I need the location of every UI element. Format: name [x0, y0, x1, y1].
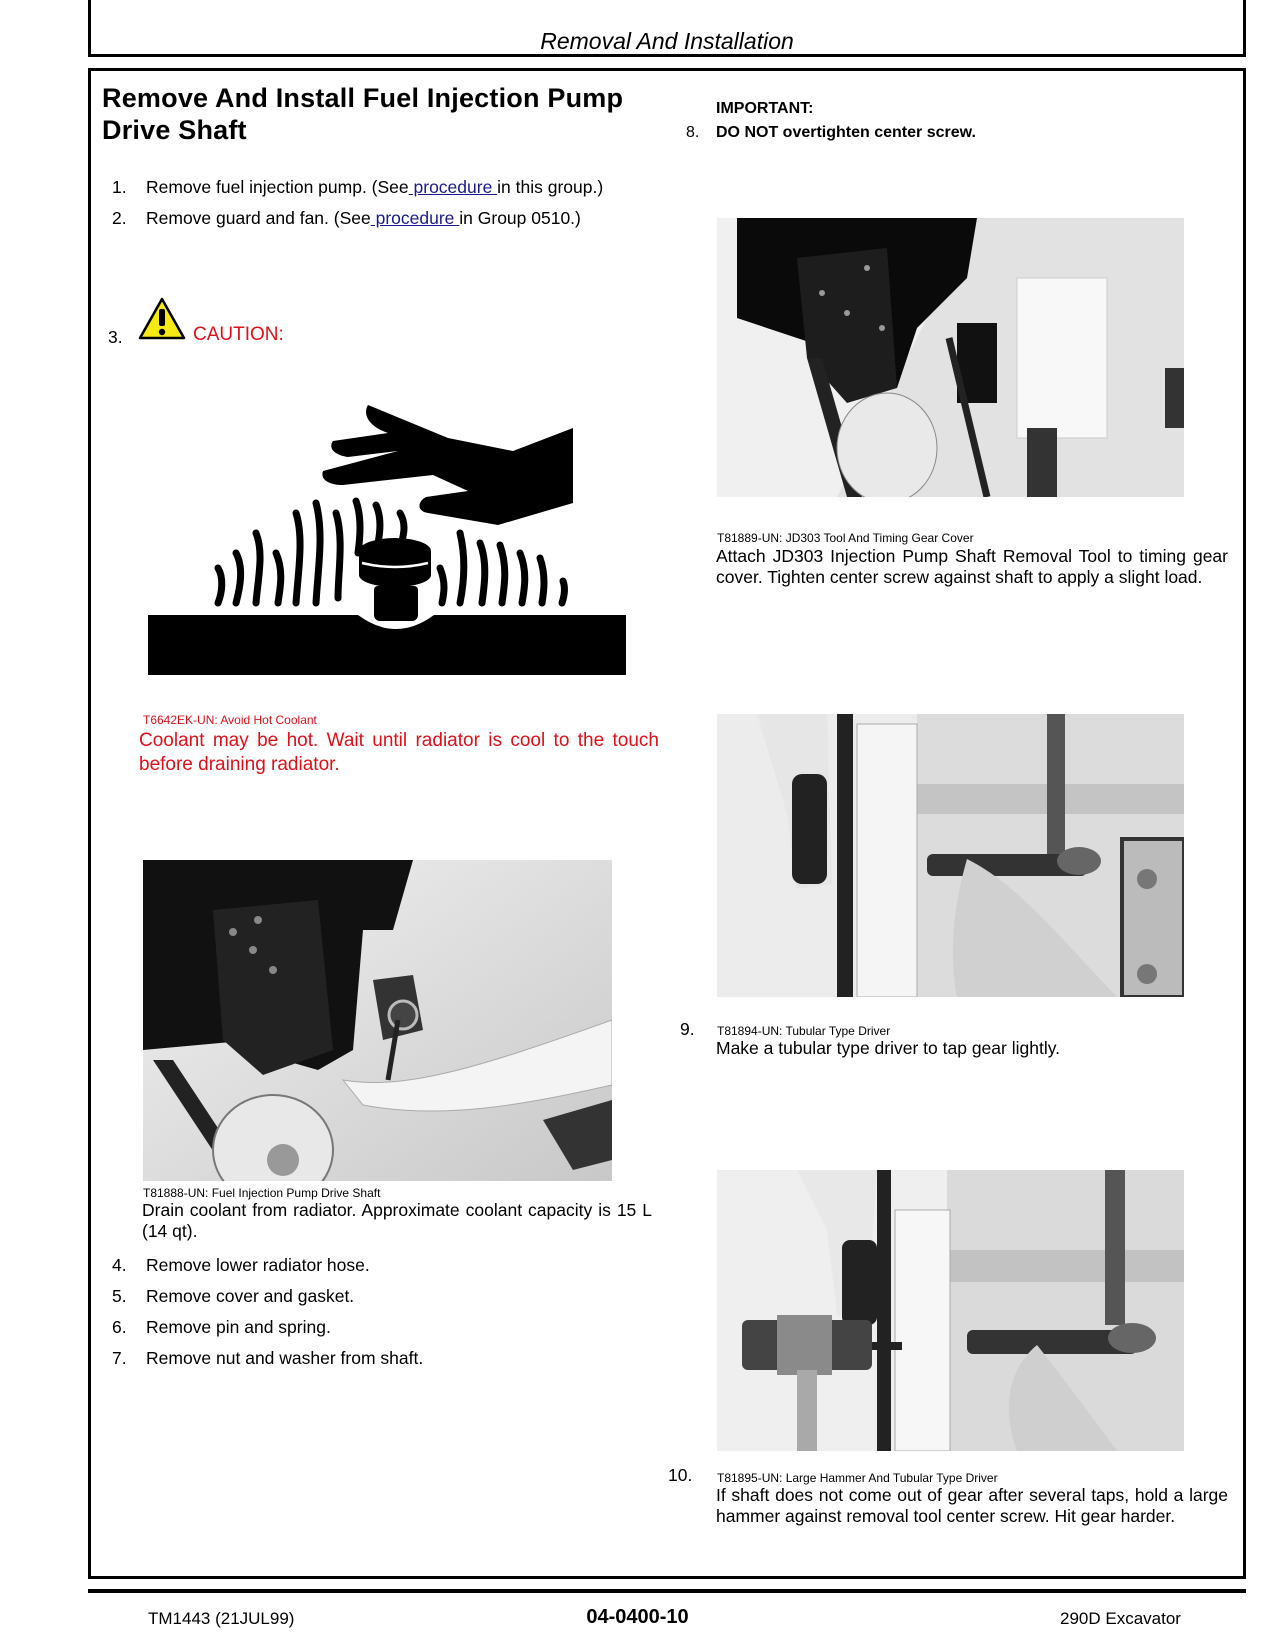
hot-coolant-illustration: [148, 393, 628, 713]
procedure-link[interactable]: procedure: [408, 177, 498, 197]
step-text: Remove pin and spring.: [146, 1317, 331, 1337]
page-number: 04-0400-10: [586, 1606, 689, 1628]
caution-label: CAUTION:: [193, 324, 284, 345]
list-item: [112, 1347, 612, 1369]
list-item: [112, 176, 652, 198]
step-text: Remove cover and gasket.: [146, 1286, 355, 1306]
manual-id: TM1443 (21JUL99): [148, 1609, 295, 1628]
step-text: Remove guard and fan. (See: [146, 208, 371, 228]
page-title: Remove And Install Fuel Injection Pump Drive Shaft: [102, 83, 624, 145]
step-text: Remove nut and washer from shaft.: [146, 1348, 424, 1368]
caution-step-number: 3.: [108, 327, 123, 347]
figure-caption: T81894-UN: Tubular Type Driver: [717, 1024, 891, 1038]
figure-text: Attach JD303 Injection Pump Shaft Removal Tool to timing gear cover. Tighten center screw against shaft to apply a slight load.: [716, 546, 1228, 587]
step-text: overtighten center screw.: [778, 124, 976, 141]
figure-caption: T81895-UN: Large Hammer And Tubular Type Driver: [717, 1471, 998, 1485]
step-text: in this group.): [497, 177, 604, 197]
figure-caption: T81888-UN: Fuel Injection Pump Drive Shaft: [143, 1186, 381, 1200]
machine-model: 290D Excavator: [1060, 1609, 1181, 1628]
photo-fuel-injection-pump-drive-shaft: [143, 860, 612, 1181]
step-text: in Group 0510.): [459, 208, 581, 228]
step-number: 2.: [112, 208, 127, 228]
important-text: [716, 124, 976, 142]
emphasis-text: DO NOT: [716, 124, 779, 141]
footer-divider: [88, 1589, 1246, 1593]
figure-text: If shaft does not come out of gear after several taps, hold a large hammer against removal tool center screw. Hit gear harder.: [716, 1485, 1228, 1526]
step-text: Remove fuel injection pump. (See: [146, 177, 409, 197]
figure-caption: T81889-UN: JD303 Tool And Timing Gear Cover: [717, 531, 974, 545]
warning-triangle-icon: [138, 297, 186, 341]
photo-large-hammer-tubular-driver: [717, 1170, 1184, 1451]
list-item: [112, 1316, 612, 1338]
figure-caption: T6642EK-UN: Avoid Hot Coolant: [143, 713, 317, 727]
step-number: 10.: [668, 1465, 693, 1485]
photo-jd303-tool-timing-gear-cover: [717, 218, 1184, 497]
figure-text: Make a tubular type driver to tap gear lightly.: [716, 1038, 1061, 1058]
list-item: [112, 1285, 612, 1307]
step-text: Remove lower radiator hose.: [146, 1255, 370, 1275]
figure-text: Drain coolant from radiator. Approximate coolant capacity is 15 L (14 qt).: [142, 1200, 652, 1241]
list-item: [112, 207, 652, 229]
important-label: IMPORTANT:: [716, 100, 814, 117]
photo-tubular-type-driver: [717, 714, 1184, 997]
step-number: 9.: [680, 1019, 695, 1039]
list-item: [112, 1254, 612, 1276]
caution-text: Coolant may be hot. Wait until radiator is cool to the touch before draining radiator.: [139, 730, 659, 775]
procedure-link[interactable]: procedure: [370, 208, 460, 228]
step-number: 5.: [112, 1286, 127, 1306]
section-title: Removal And Installation: [540, 28, 794, 54]
step-number: 7.: [112, 1348, 127, 1368]
step-number: 4.: [112, 1255, 127, 1275]
step-number: 6.: [112, 1317, 127, 1337]
step-number: 1.: [112, 177, 127, 197]
step-number: 8.: [686, 124, 700, 141]
